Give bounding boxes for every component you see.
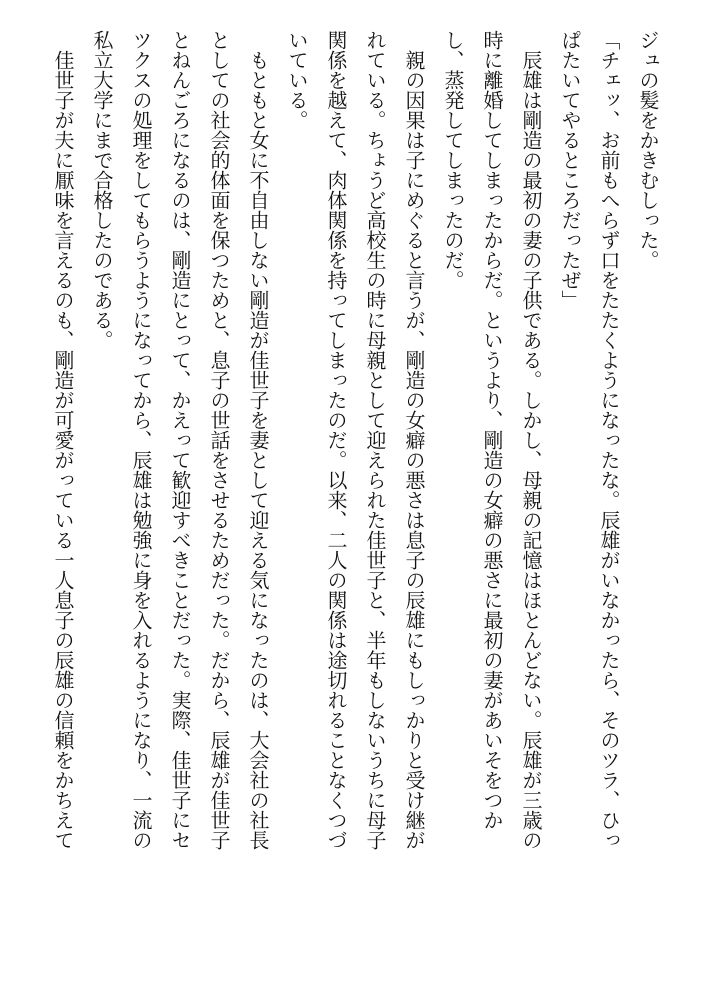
text-line: 「チェッ、お前もへらず口をたたくようになったな。辰雄がいなかったら、そのツラ、ひっ	[597, 30, 621, 850]
text-line: としての社会的体面を保つためと、息子の世話をさせるためだった。だから、辰雄が佳世子	[207, 30, 231, 850]
text-line: ツクスの処理をしてもらうようになってから、辰雄は勉強に身を入れるようになり、一流の	[129, 30, 153, 850]
text-line: ぱたいてやるところだったぜ」	[558, 30, 582, 310]
text-line: 辰雄は剛造の最初の妻の子供である。しかし、母親の記憶はほとんどない。辰雄が三歳の	[519, 30, 543, 850]
text-line: いている。	[285, 30, 309, 130]
text-line: とねんごろになるのは、剛造にとって、かえって歓迎すべきことだった。実際、佳世子にセ	[168, 30, 192, 850]
text-line: 親の因果は子にめぐると言うが、剛造の女癖の悪さは息子の辰雄にもしっかりと受け継が	[402, 30, 426, 850]
text-line: れている。ちょうど高校生の時に母親として迎えられた佳世子と、半年もしないうちに母子	[363, 30, 387, 850]
text-line: 時に離婚してしまったからだ。というより、剛造の女癖の悪さに最初の妻があいそをつか	[480, 30, 504, 830]
text-line: 佳世子が夫に厭味を言えるのも、剛造が可愛がっている一人息子の辰雄の信頼をかちえて	[51, 30, 75, 850]
text-line: ジュの髪をかきむしった。	[636, 30, 660, 270]
text-line: 関係を越えて、肉体関係を持ってしまったのだ。以来、二人の関係は途切れることなくつづ	[324, 30, 348, 850]
text-line: もともと女に不自由しない剛造が佳世子を妻として迎える気になったのは、大会社の社長	[246, 30, 270, 850]
text-line: 私立大学にまで合格したのである。	[90, 30, 114, 350]
text-line: し、蒸発してしまったのだ。	[441, 30, 465, 290]
vertical-text-page	[27, 30, 667, 980]
